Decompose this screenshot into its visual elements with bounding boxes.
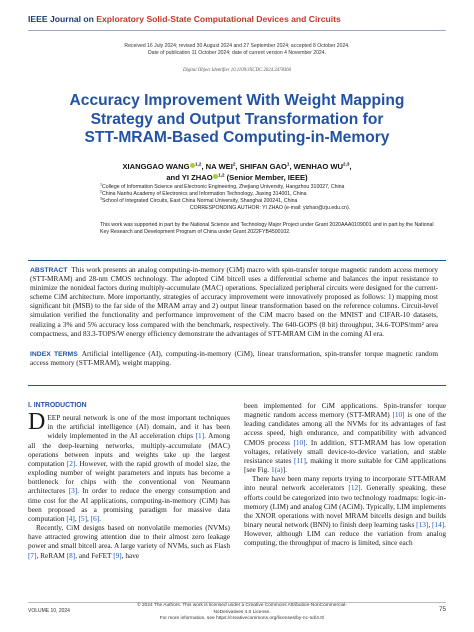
abstract-text: This work presents an analog computing-in-memory (CiM) macro with spin-transfer torque magnetic random access memory (STT-MRAM) and 28-nm CMOS technology. The adopted CiM bitcell uses a differential scheme and balances the input resistance to minimize the nonideal factors during multiply-accumulate (MAC) operations. Specialized peripheral circuits were designed for the current-scheme CiM architecture. More importantly, strategies of accuracy improvement were innovatively proposed as follows: 1) mapping most significant bit (MSB) to the far side of the MRAM array and 2) output linear transformation based on the reference columns. Circuit-level simulation verified the functionality and performance improvement of the CiM macro based on the MNIST and CIFAR-10 datasets, realizing a 3% and 5% accuracy loss compared with the benchmark, respectively. The 640-GOPS (8 bit) throughput, 34.6-TOPS/mm² area compactness, and 83.3-TOPS/W energy efficiency demonstrate the advantages of STT-MRAM CiM in the coming AI era. (30, 266, 438, 338)
left-column (28, 401, 230, 560)
index-terms-text: Artificial intelligence (AI), computing-in-memory (CiM), linear transformation, spin-transfer torque magnetic random access memory (STT-MRAM), weight mapping. (30, 350, 438, 368)
author-list: XIANGGAO WANG $^{1,2}$, NA WEI$^2$, SHIFAN GAO$^1$, WENHAO WU$^{2,3}$, and YI ZHAO $^{1,2}$ (Senior Member, IEEE) (122, 161, 352, 182)
citation-link[interactable]: [6] (90, 513, 100, 523)
journal-name: Exploratory Solid-State Computational Devices and Circuits (96, 14, 341, 24)
corresponding-author: CORRESPONDING AUTHOR: YI ZHAO (e-mail: yizhao@zju.edu.cn). (189, 205, 351, 212)
title-line-3: STT-MRAM-Based Computing-in-Memory (84, 129, 390, 146)
author-affiliation-sup: 1 (286, 161, 290, 167)
author-name: NA WEI (205, 162, 233, 171)
license-line: © 2024 The Authors. This work is licensed under a Creative Commons Attribution-NonCommercial-NoDerivatives 4.0 License. (137, 603, 347, 615)
page-number: 75 (438, 606, 446, 613)
title-line-1: Accuracy Improvement With Weight Mapping (69, 92, 405, 109)
affiliation-line: China Nanhu Academy of Electronics and Information Technology, Jiaxing 314001, China (102, 191, 307, 198)
citation-link[interactable]: [10] (392, 410, 405, 420)
citation-link[interactable]: [3] (68, 486, 78, 496)
affiliation-line: College of Information Science and Electronic Engineering, Zhejiang University, Hangzhou 310027, China (102, 184, 345, 190)
journal-prefix: IEEE Journal on (28, 14, 97, 24)
journal-header (28, 14, 448, 24)
intro-paragraph-2: Recently, CiM designs based on nonvolatile memories (NVMs) have attracted growing attention due to their almost zero leakage power and small bitcell area. A large variety of NVMs, such as Flash [7], ReRAM [8], and FeFET [9], have (28, 523, 230, 560)
publication-date: Date of publication 11 October 2024; date of current version 4 November 2024. (147, 50, 326, 57)
author-name: WENHAO WU (293, 162, 344, 171)
right-column (244, 401, 446, 548)
author-membership: (Senior Member, IEEE) (226, 173, 308, 182)
author-affiliation-sup: 1,2 (195, 161, 202, 167)
title-line-2: Strategy and Output Transformation for (90, 110, 384, 128)
citation-link[interactable]: [13] (416, 520, 429, 530)
index-terms (30, 350, 438, 368)
section-heading: I. INTRODUCTION (28, 402, 87, 409)
citation-link[interactable]: [8] (66, 550, 76, 560)
author-name: XIANGGAO WANG (122, 162, 190, 171)
index-terms-label: INDEX TERMS (30, 351, 78, 358)
abstract (30, 266, 438, 339)
citation-link[interactable]: [11] (293, 455, 306, 465)
funding-note: This work was supported in part by the National Science and Technology Major Project under Grant 2020AAA0109001 and in part by the National Key Research and Development Program of China under Grant 2022FYB4500102. (100, 222, 434, 236)
drop-cap: D (28, 409, 46, 436)
citation-link[interactable]: [9] (113, 550, 122, 560)
header-divider (28, 30, 446, 31)
author-name: SHIFAN GAO (239, 162, 287, 171)
license-note (128, 603, 356, 623)
paper-title (40, 92, 434, 148)
citation-link[interactable]: [14] (432, 520, 445, 530)
publication-dates (28, 43, 446, 57)
citation-link[interactable]: [10] (293, 437, 306, 447)
author-name: and YI ZHAO (166, 173, 213, 182)
author-affiliation-sup: 2 (232, 161, 236, 167)
license-link[interactable]: For more information, see https://creativecommons.org/licenses/by-nc-nd/4.0/ (159, 616, 325, 622)
citation-link[interactable]: [1] (195, 431, 205, 441)
abstract-label: ABSTRACT (30, 267, 68, 274)
citation-link[interactable]: [4] (66, 513, 75, 523)
affiliations: $^1$College of Information Science and Electronic Engineering, Zhejiang University, Hangzhou 310027, China $^2$China Nanhu Academy of Electronics and Information Technology, Jiaxing 314001, China $^3$School of Integrated Circuits, East China Normal University, Shanghai 200241, China CORRESPONDING AUTHOR: YI ZHAO (e-mail: yizhao@zju.edu.cn). (100, 184, 440, 212)
citation-link[interactable]: [2] (66, 458, 76, 468)
author-affiliation-sup: 2,3 (343, 161, 350, 167)
received-dates: Received 16 July 2024; revised 30 August 2024 and 27 September 2024; accepted 8 October 2024. (124, 43, 350, 49)
intro-paragraph-continued: been implemented for CiM applications. Spin-transfer torque magnetic random access memory (STT-MRAM) [10] is one of the leading candidates among all the NVMs for its advantages of fast access speed, high endurance, and compatibility with advanced CMOS process [10]. In addition, STT-MRAM has low operation voltages, relatively small device-to-device variation, and stable resistance states [11], making it more suitable for CiM applications [see Fig. 1(a)]. (244, 401, 446, 475)
intro-paragraph-3: There have been many reports trying to incorporate STT-MRAM into neural network accelerators [12]. Generally speaking, these efforts could be categorized into two technology roadmaps: logic-in-memory (LIM) and analog CiM (ACiM). Typically, LIM implements the XNOR operations with novel MRAM bitcells design and builds binary neural network (BNN) to finish deep learning tasks [13], [14]. However, although LIM can reduce the variation from analog computing, the throughput of macro is limited, since each (244, 474, 446, 548)
author-affiliation-sup: 1,2 (218, 172, 225, 178)
citation-link[interactable]: [5] (78, 513, 87, 523)
volume-label: VOLUME 10, 2024 (28, 608, 70, 614)
doi: Digital Object Identifier 10.1109/JXCDC.2024.3478360 (182, 68, 292, 73)
citation-link[interactable]: [7] (28, 550, 37, 560)
figure-link[interactable]: 1(a) (270, 465, 283, 475)
citation-link[interactable]: [12] (348, 483, 361, 493)
affiliation-line: School of Integrated Circuits, East China Normal University, Shanghai 200241, China (102, 198, 298, 205)
intro-paragraph-1: DEEP neural network is one of the most important techniques in the artificial intelligence (AI) domain, and it has been widely implemented in the AI acceleration chips [1]. Among all the deep-learning networks, multiply-accumulate (MAC) operations between inputs and weights take up the largest computation [2]. However, with the rapid growth of model size, the exploding number of weight parameters and inputs has become a bottleneck for chips with the conventional von Neumann architectures [3]. In order to reduce the energy consumption and time cost for the AI applications, computing-in-memory (CiM) has been proposed as a promising paradigm for massive data computation [4], [5], [6]. (28, 409, 230, 523)
